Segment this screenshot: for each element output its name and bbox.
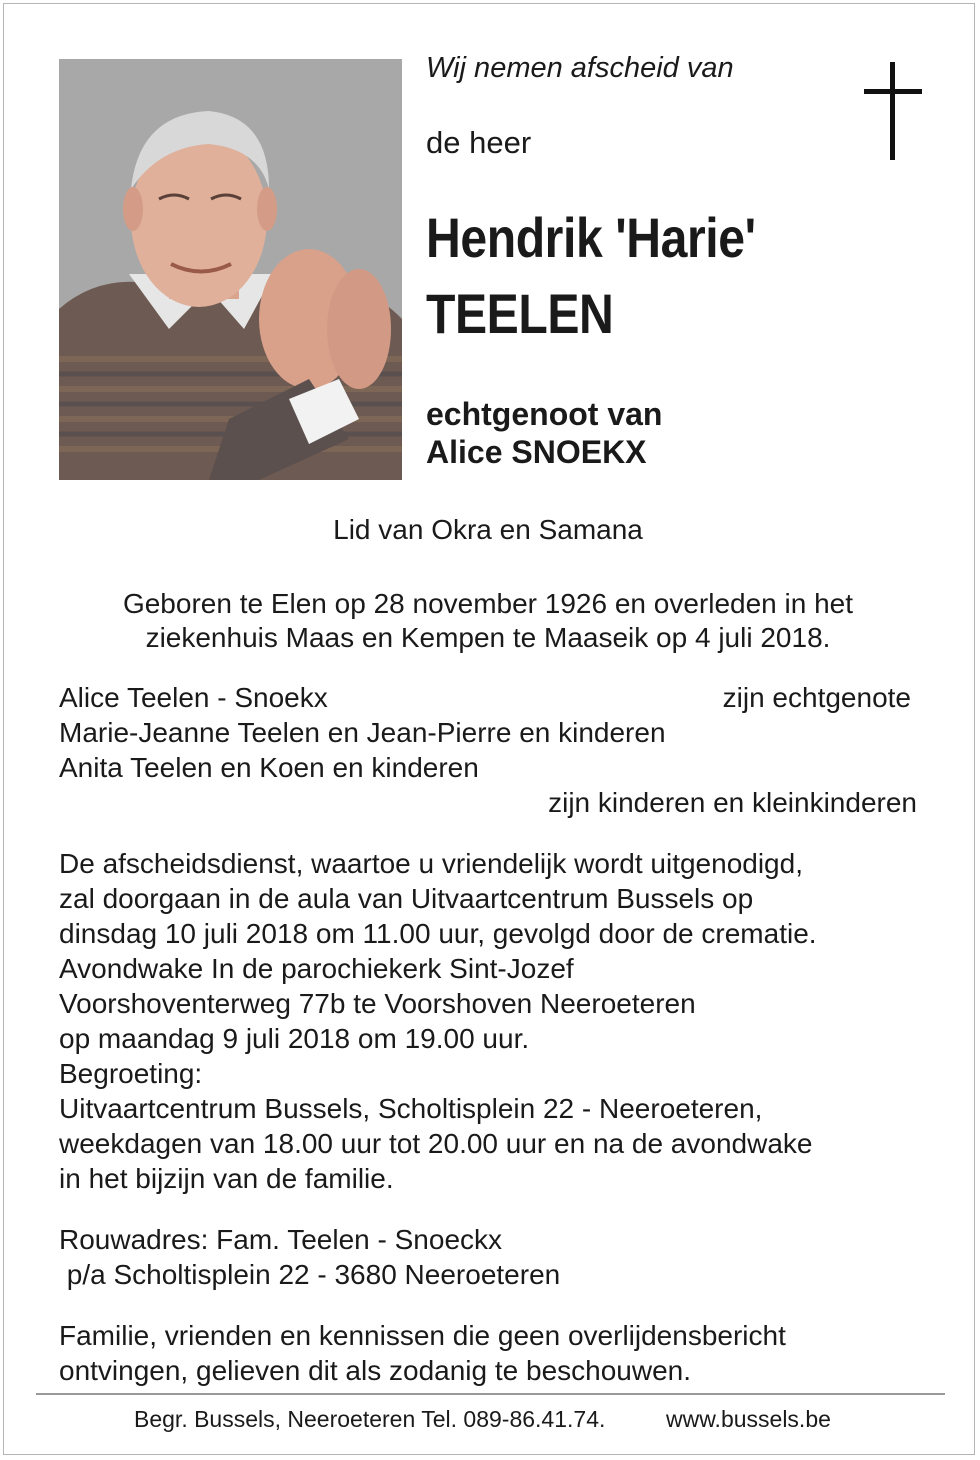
service-line: zal doorgaan in de aula van Uitvaartcentrum Bussels op: [59, 883, 754, 914]
membership: Lid van Okra en Samana: [333, 514, 643, 545]
spouse-block: [426, 395, 662, 471]
service-line: Avondwake In de parochiekerk Sint-Jozef: [59, 953, 574, 984]
family-child-1: Marie-Jeanne Teelen en Jean-Pierre en kinderen: [59, 717, 666, 748]
address-line: p/a Scholtisplein 22 - 3680 Neeroeteren: [59, 1259, 561, 1290]
family-child-2: Anita Teelen en Koen en kinderen: [59, 752, 479, 783]
family-spouse-role: zijn echtgenote: [722, 682, 911, 713]
service-line: weekdagen van 18.00 uur tot 20.00 uur en na de avondwake: [59, 1128, 813, 1159]
footer-website-link[interactable]: www.bussels.be: [666, 1406, 831, 1432]
closing-line: ontvingen, gelieven dit als zodanig te beschouwen.: [59, 1355, 691, 1386]
service-line: Uitvaartcentrum Bussels, Scholtisplein 22 - Neeroeteren,: [59, 1093, 763, 1124]
birth-death-line-1: Geboren te Elen op 28 november 1926 en overleden in het: [122, 588, 854, 619]
cross-icon: [864, 62, 922, 160]
birth-death-line-2: ziekenhuis Maas en Kempen te Maaseik op 4 juli 2018.: [145, 622, 831, 653]
footer-divider: [36, 1393, 945, 1395]
honorific: de heer: [426, 125, 532, 160]
spouse-label: echtgenoot van: [426, 396, 663, 432]
service-line: dinsdag 10 juli 2018 om 11.00 uur, gevolgd door de crematie.: [59, 918, 817, 949]
portrait-photo: [59, 59, 402, 480]
deceased-name: [426, 200, 756, 352]
deceased-name-line-2: TEELEN: [426, 282, 614, 345]
service-line: in het bijzijn van de familie.: [59, 1163, 394, 1194]
service-line: Voorshoventerweg 77b te Voorshoven Neeroeteren: [59, 988, 696, 1019]
footer-funeral-home: Begr. Bussels, Neeroeteren Tel. 089-86.41.74.: [134, 1406, 606, 1432]
service-line: De afscheidsdienst, waartoe u vriendelijk wordt uitgenodigd,: [59, 848, 803, 879]
intro-text: Wij nemen afscheid van: [426, 52, 734, 84]
service-line: op maandag 9 juli 2018 om 19.00 uur.: [59, 1023, 530, 1054]
service-line: Begroeting:: [59, 1058, 203, 1089]
address-line: Rouwadres: Fam. Teelen - Snoeckx: [59, 1224, 503, 1255]
family-spouse-row: [59, 681, 919, 715]
birth-death-info: [0, 587, 976, 655]
family-children-role: zijn kinderen en kleinkinderen: [548, 787, 917, 818]
deceased-name-line-1: Hendrik 'Harie': [426, 206, 756, 269]
portrait-illustration: [59, 59, 402, 480]
spouse-name: Alice SNOEKX: [426, 434, 647, 470]
closing-line: Familie, vrienden en kennissen die geen overlijdensbericht: [59, 1320, 786, 1351]
family-spouse-name: Alice Teelen - Snoekx: [59, 682, 328, 713]
